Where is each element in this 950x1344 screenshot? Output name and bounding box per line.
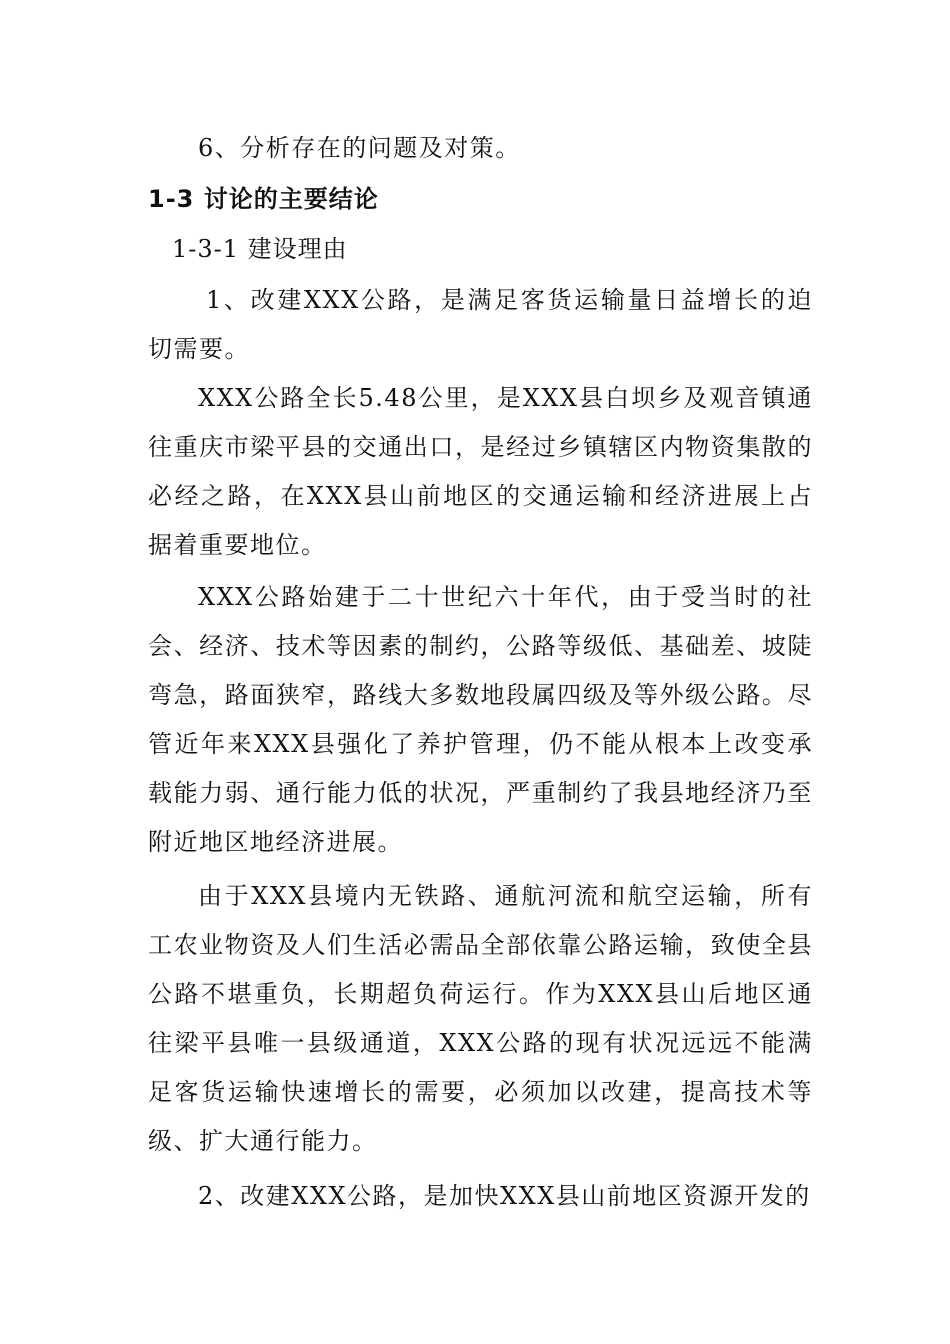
list-item-6: 6、分析存在的问题及对策。 (198, 134, 521, 162)
paragraph-road-history: XXX公路始建于二十世纪六十年代，由于受当时的社会、经济、技术等因素的制约，公路等级低、基础差、坡陡弯急，路面狭窄，路线大多数地段属四级及等外级公路。尽管近年来XXX县强化了养护管理，仍不能从根本上改变承载能力弱、通行能力低的状况，严重制约了我县地经济乃至附近地区地经济进展。 (148, 583, 813, 856)
paragraph-reason-1: 1、改建XXX公路，是满足客货运输量日益增长的迫切需要。 (148, 286, 813, 363)
subsection-heading: 1-3-1 建设理由 (172, 235, 348, 263)
paragraph-road-overview: XXX公路全长5.48公里，是XXX县白坝乡及观音镇通往重庆市梁平县的交通出口，是经过乡镇辖区内物资集散的必经之路，在XXX县山前地区的交通运输和经济进展上占据着重要地位。 (148, 384, 813, 559)
section-heading: 1-3 讨论的主要结论 (148, 185, 379, 213)
paragraph-reason-2: 2、改建XXX公路，是加快XXX县山前地区资源开发的 (198, 1182, 811, 1210)
paragraph-transport-need: 由于XXX县境内无铁路、通航河流和航空运输，所有工农业物资及人们生活必需品全部依靠公路运输，致使全县公路不堪重负，长期超负荷运行。作为XXX县山后地区通往梁平县唯一县级通道，XXX公路的现有状况远远不能满足客货运输快速增长的需要，必须加以改建，提高技术等级、扩大通行能力。 (148, 882, 813, 1155)
